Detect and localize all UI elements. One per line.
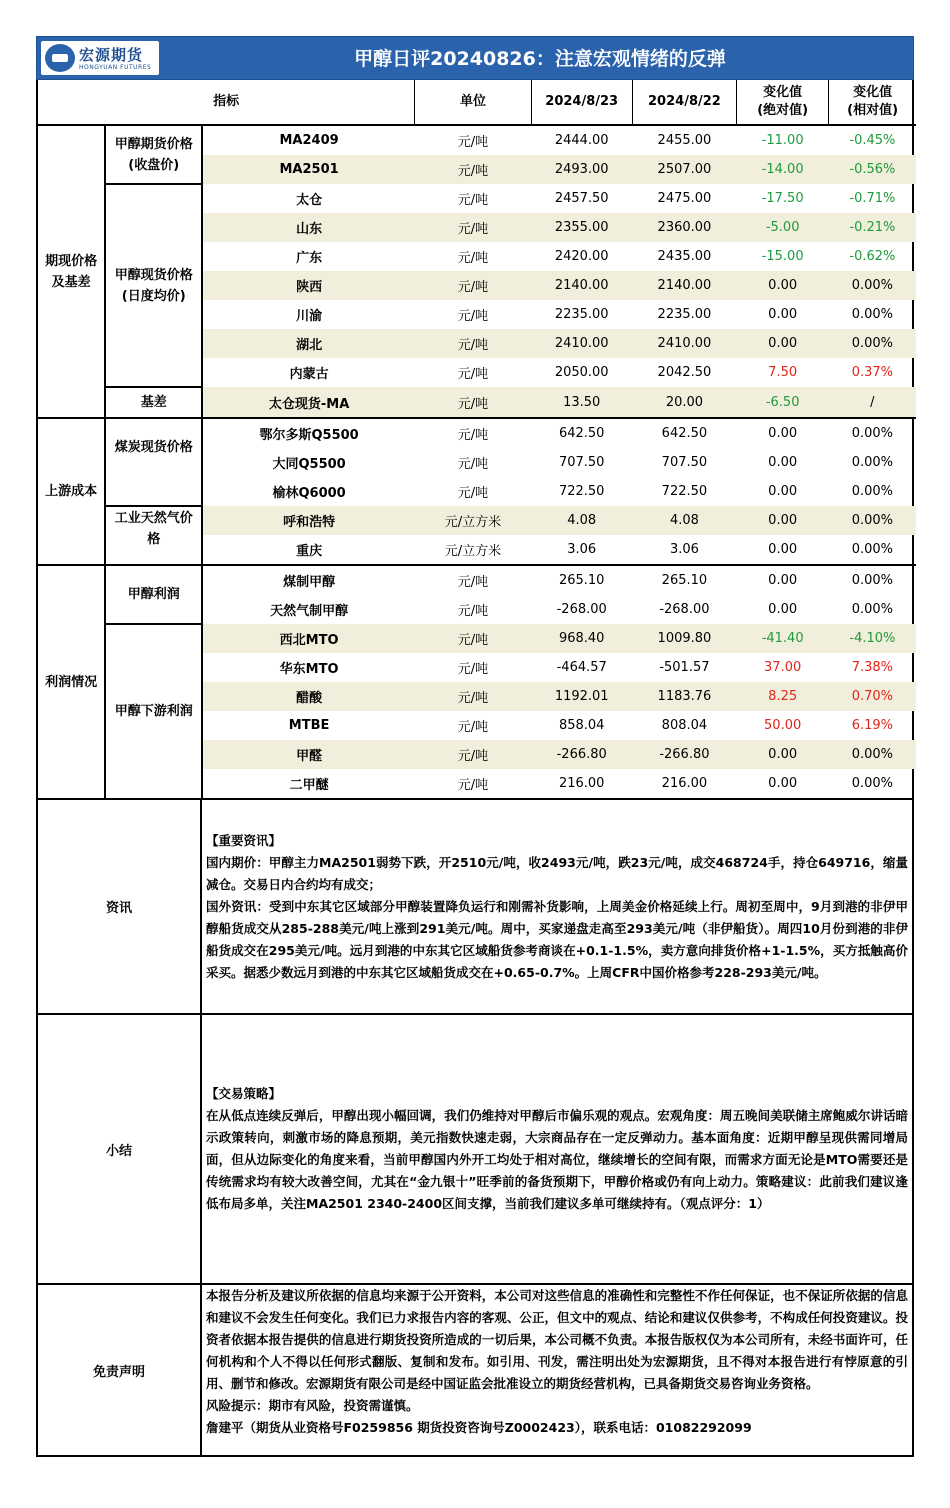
summary-label: 小结 [38, 1015, 202, 1283]
row-change-rel: -0.62% [849, 249, 896, 264]
row-unit: 元/吨 [415, 271, 531, 300]
row-change-rel: 0.00% [829, 740, 916, 769]
row-value-date1: 1192.01 [531, 682, 632, 711]
row-change-rel: 7.38% [851, 660, 894, 675]
row-change-rel: 0.00% [829, 565, 916, 595]
row-name: 醋酸 [202, 682, 414, 711]
row-change-rel: 0.37% [851, 365, 894, 380]
subgroup-label: 甲醇下游利润 [105, 624, 202, 798]
row-change-rel: -0.21% [829, 213, 916, 242]
row-value-date1: 642.50 [531, 418, 632, 448]
row-change-rel: 0.00% [851, 455, 894, 470]
row-value-date1: 2235.00 [554, 307, 609, 322]
row-change-abs: 0.00 [737, 740, 829, 769]
summary-section [38, 1013, 912, 1283]
row-value-date2: 4.08 [632, 506, 736, 535]
row-name: 湖北 [202, 329, 414, 358]
row-value-date2: 2475.00 [657, 191, 712, 206]
row-value-date2: 2140.00 [632, 271, 736, 300]
table-row [38, 387, 916, 418]
row-value-date1: -464.57 [556, 660, 607, 675]
row-value-date2: 20.00 [632, 387, 736, 418]
row-name: 榆林Q6000 [272, 486, 346, 501]
header-indicator: 指标 [38, 80, 415, 125]
table-row [38, 506, 916, 535]
row-unit: 元/吨 [457, 720, 489, 735]
row-change-abs: -15.00 [761, 249, 804, 264]
subgroup-label: 基差 [105, 387, 202, 418]
news-label: 资讯 [38, 800, 202, 1013]
row-change-abs: 0.00 [768, 455, 798, 470]
row-name: 煤制甲醇 [202, 565, 414, 595]
row-change-rel: 0.00% [851, 542, 894, 557]
row-unit: 元/吨 [457, 309, 489, 324]
row-unit: 元/立方米 [444, 544, 502, 559]
row-unit: 元/吨 [457, 135, 489, 150]
row-change-abs: 8.25 [737, 682, 829, 711]
table-row [38, 565, 916, 595]
table-header-row [38, 80, 916, 125]
row-name: 呼和浩特 [202, 506, 414, 535]
row-value-date1: 265.10 [531, 565, 632, 595]
row-name: 陕西 [202, 271, 414, 300]
row-value-date2: 265.10 [632, 565, 736, 595]
header-unit: 单位 [415, 80, 531, 125]
row-name: 天然气制甲醇 [270, 604, 349, 619]
row-value-date2: 2235.00 [657, 307, 712, 322]
row-unit: 元/吨 [457, 486, 489, 501]
company-logo [41, 41, 159, 75]
subgroup-label: 煤炭现货价格 [105, 418, 202, 506]
subgroup-label: 甲醇期货价格 (收盘价) [105, 125, 202, 184]
row-value-date2: 808.04 [661, 718, 708, 733]
row-value-date2: 1009.80 [632, 624, 736, 653]
row-unit: 元/吨 [415, 418, 531, 448]
row-unit: 元/吨 [457, 662, 489, 677]
header-change-abs: 变化值 (绝对值) [737, 80, 829, 125]
report-title: 甲醇日评20240826：注意宏观情绪的反弹 [354, 48, 726, 70]
logo-mark-icon [45, 44, 75, 72]
row-value-date1: 2457.50 [554, 191, 609, 206]
row-value-date2: 722.50 [661, 484, 708, 499]
row-change-rel: 0.00% [829, 271, 916, 300]
row-change-abs: -6.50 [737, 387, 829, 418]
row-name: 重庆 [296, 544, 323, 559]
row-unit: 元/吨 [415, 682, 531, 711]
row-unit: 元/吨 [457, 251, 489, 266]
row-change-abs: 0.00 [768, 307, 798, 322]
row-change-rel: -4.10% [829, 624, 916, 653]
table-row [38, 418, 916, 448]
header-change-rel: 变化值 (相对值) [829, 80, 916, 125]
summary-body-wrap [202, 1015, 912, 1283]
row-change-rel: -0.71% [849, 191, 896, 206]
row-change-abs: 0.00 [768, 484, 798, 499]
row-change-abs: 0.00 [737, 565, 829, 595]
row-value-date2: 3.06 [669, 542, 699, 557]
row-name: 太仓现货-MA [202, 387, 414, 418]
report-body [36, 80, 914, 1457]
news-heading: 【重要资讯】 [206, 833, 282, 848]
risk-note: 风险提示：期市有风险，投资需谨慎。 [206, 1398, 419, 1413]
group-label: 利润情况 [38, 565, 105, 798]
row-change-abs: 0.00 [768, 602, 798, 617]
table-row [38, 184, 916, 213]
group-label: 期现价格 及基差 [38, 125, 105, 418]
row-name: 鄂尔多斯Q5500 [202, 418, 414, 448]
row-change-rel: 0.70% [829, 682, 916, 711]
row-value-date2: -501.57 [659, 660, 710, 675]
row-value-date1: -266.80 [531, 740, 632, 769]
row-name: MA2501 [202, 155, 414, 184]
row-value-date1: 968.40 [531, 624, 632, 653]
disclaimer-section [38, 1283, 912, 1455]
news-body-wrap [202, 800, 912, 1013]
row-name: 华东MTO [279, 662, 339, 677]
row-name: 太仓 [296, 193, 323, 208]
row-value-date2: 2455.00 [657, 133, 712, 148]
row-value-date2: 216.00 [661, 776, 708, 791]
disclaimer-label: 免责声明 [38, 1285, 202, 1455]
row-unit: 元/吨 [415, 329, 531, 358]
author-line: 詹建平（期货从业资格号F0259856 期货投资咨询号Z0002423），联系电话：01082292099 [206, 1420, 752, 1435]
row-change-abs: 0.00 [737, 329, 829, 358]
table-row [38, 125, 916, 155]
disclaimer-body: 本报告分析及建议所依据的信息均来源于公开资料，本公司对这些信息的准确性和完整性不作任何保证，也不保证所依据的信息和建议不会发生任何变化。我们已力求报告内容的客观、公正，但文中的观点、结论和建议仅供参考，不构成任何投资建议。投资者依据本报告提供的信息进行期货投资所造成的一切后果，本公司概不负责。本报告版权仅为本公司所有，未经书面许可，任何机构和个人不得以任何形式翻版、复制和发布。如引用、刊发，需注明出处为宏源期货，且不得对本报告进行有悖原意的引用、删节和修改。宏源期货有限公司是经中国证监会批准设立的期货经营机构，已具备期货交易咨询业务资格。 [206, 1288, 908, 1391]
row-value-date2: 707.50 [661, 455, 708, 470]
row-name: 川渝 [296, 309, 323, 324]
row-change-rel: 0.00% [851, 776, 894, 791]
row-value-date2: -268.00 [659, 602, 710, 617]
row-change-abs: 0.00 [737, 506, 829, 535]
row-name: 大同Q5500 [272, 457, 346, 472]
row-change-rel: 0.00% [829, 418, 916, 448]
row-change-abs: 0.00 [768, 776, 798, 791]
row-change-rel: 0.00% [851, 484, 894, 499]
row-change-abs: -11.00 [761, 133, 804, 148]
row-change-rel: 0.00% [829, 506, 916, 535]
row-change-abs: -17.50 [761, 191, 804, 206]
row-unit: 元/吨 [415, 387, 531, 418]
subgroup-label: 甲醇利润 [105, 565, 202, 624]
row-change-abs: -14.00 [737, 155, 829, 184]
row-name: MTBE [288, 718, 330, 733]
row-change-abs: 0.00 [737, 418, 829, 448]
row-unit: 元/立方米 [415, 506, 531, 535]
row-value-date1: 2410.00 [531, 329, 632, 358]
row-unit: 元/吨 [415, 565, 531, 595]
row-unit: 元/吨 [457, 604, 489, 619]
logo-english-name: HONGYUAN FUTURES [79, 64, 152, 71]
row-value-date2: 2360.00 [632, 213, 736, 242]
row-value-date1: 707.50 [558, 455, 605, 470]
row-change-abs: -5.00 [737, 213, 829, 242]
row-name: 甲醛 [202, 740, 414, 769]
row-change-abs: 50.00 [764, 718, 802, 733]
row-value-date2: 2042.50 [657, 365, 712, 380]
row-name: MA2409 [279, 133, 339, 148]
row-unit: 元/吨 [457, 367, 489, 382]
row-value-date1: 858.04 [558, 718, 605, 733]
group-label: 上游成本 [38, 418, 105, 565]
row-value-date2: 642.50 [632, 418, 736, 448]
row-value-date1: -268.00 [556, 602, 607, 617]
row-value-date1: 2444.00 [554, 133, 609, 148]
row-value-date2: 2410.00 [632, 329, 736, 358]
row-name: 广东 [296, 251, 323, 266]
row-change-rel: 0.00% [851, 307, 894, 322]
row-value-date1: 3.06 [567, 542, 597, 557]
row-unit: 元/吨 [415, 155, 531, 184]
row-change-abs: -41.40 [737, 624, 829, 653]
row-value-date1: 2355.00 [531, 213, 632, 242]
logo-name: 宏源期货 [79, 46, 144, 64]
row-unit: 元/吨 [415, 624, 531, 653]
row-value-date1: 216.00 [558, 776, 605, 791]
summary-body: 在从低点连续反弹后，甲醇出现小幅回调，我们仍维持对甲醇后市偏乐观的观点。宏观角度：周五晚间美联储主席鲍威尔讲话暗示政策转向，刺激市场的降息预期，美元指数快速走弱，大宗商品存在一定反弹动力。基本面角度：近期甲醇呈现供需同增局面，但从边际变化的角度来看，当前甲醇国内外开工均处于相对高位，继续增长的空间有限，而需求方面无论是MTO需要还是传统需求均有较大改善空间，尤其在“金九银十”旺季前的备货预期下，甲醇价格或仍有向上动力。策略建议：此前我们建议逢低布局多单，关注MA2501 2340-2400区间支撑，当前我们建议多单可继续持有。（观点评分：1） [206, 1108, 908, 1211]
row-change-abs: 0.00 [768, 542, 798, 557]
subgroup-label: 甲醇现货价格 (日度均价) [105, 184, 202, 387]
row-value-date1: 722.50 [558, 484, 605, 499]
subgroup-label: 工业天然气价格 [105, 506, 202, 565]
header-date2: 2024/8/22 [632, 80, 736, 125]
row-value-date1: 2140.00 [531, 271, 632, 300]
news-section [38, 798, 912, 1013]
row-unit: 元/吨 [415, 213, 531, 242]
row-name: 二甲醚 [289, 778, 329, 793]
row-change-rel: -0.56% [829, 155, 916, 184]
row-value-date1: 13.50 [531, 387, 632, 418]
row-name: 西北MTO [202, 624, 414, 653]
row-value-date1: 2420.00 [554, 249, 609, 264]
row-unit: 元/吨 [457, 778, 489, 793]
row-unit: 元/吨 [415, 740, 531, 769]
disclaimer-body-wrap [202, 1285, 912, 1455]
row-value-date2: 2435.00 [657, 249, 712, 264]
row-change-rel: -0.45% [849, 133, 896, 148]
row-name: 山东 [202, 213, 414, 242]
row-change-rel: 6.19% [851, 718, 894, 733]
row-change-rel: 0.00% [851, 602, 894, 617]
row-value-date1: 2050.00 [554, 365, 609, 380]
row-value-date1: 4.08 [531, 506, 632, 535]
news-body: 国内期价：甲醇主力MA2501弱势下跌，开2510元/吨，收2493元/吨，跌23元/吨，成交468724手，持仓649716，缩量减仓。交易日内合约均有成交； 国外资讯：受到中东其它区域部分甲醇装置降负运行和刚需补货影响，上周美金价格延续上行。周初至周中，9月到港的非伊甲醇船货成交从285-288美元/吨上涨到291美元/吨。周中，买家递盘走高至293美元/吨（非伊船货）。周四10月份到港的非伊船货成交在295美元/吨。远月到港的中东其它区域船货参考商谈在+0.1-1.5%，卖方意向排货价格+1-1.5%，买方抵触高价采买。据悉少数远月到港的中东其它区域船货成交在+0.65-0.7%。上周CFR中国价格参考228-293美元/吨。 [206, 855, 908, 980]
row-unit: 元/吨 [457, 193, 489, 208]
header-date1: 2024/8/23 [531, 80, 632, 125]
table-row [38, 624, 916, 653]
row-name: 内蒙古 [289, 367, 329, 382]
summary-heading: 【交易策略】 [206, 1086, 282, 1101]
row-value-date2: 2507.00 [632, 155, 736, 184]
price-table [38, 80, 916, 798]
row-unit: 元/吨 [457, 457, 489, 472]
report-banner [36, 36, 914, 80]
row-value-date2: 1183.76 [632, 682, 736, 711]
row-change-rel: / [829, 387, 916, 418]
row-value-date1: 2493.00 [531, 155, 632, 184]
row-change-abs: 37.00 [764, 660, 802, 675]
row-change-rel: 0.00% [829, 329, 916, 358]
row-change-abs: 0.00 [737, 271, 829, 300]
row-change-abs: 7.50 [768, 365, 798, 380]
row-value-date2: -266.80 [632, 740, 736, 769]
